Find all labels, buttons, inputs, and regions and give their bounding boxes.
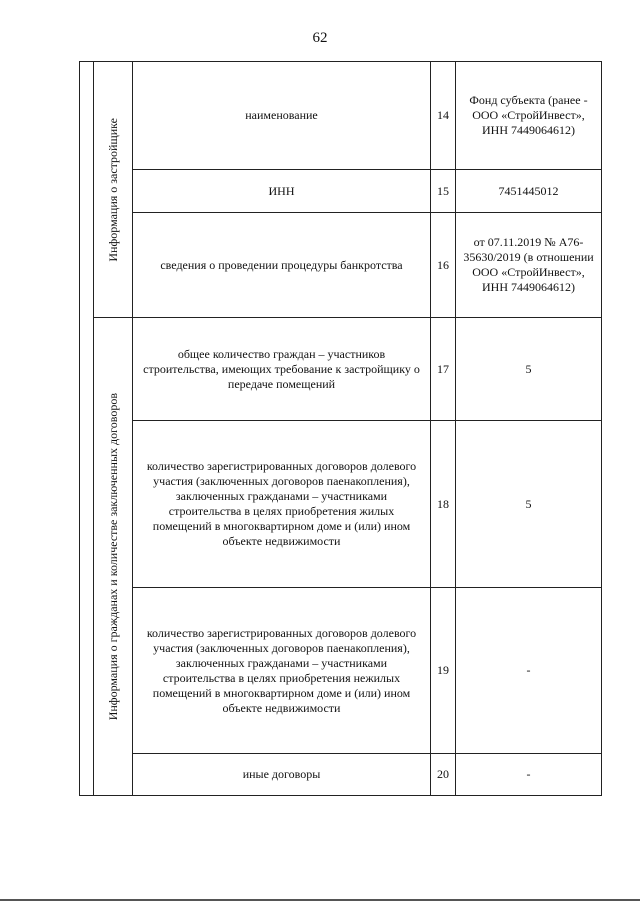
row-value: -	[456, 754, 602, 796]
row-label: сведения о проведении процедуры банкротства	[133, 213, 431, 318]
section-citizens-contracts	[94, 318, 133, 796]
row-number: 19	[431, 588, 456, 754]
row-value: от 07.11.2019 № А76-35630/2019 (в отношении ООО «СтройИнвест», ИНН 7449064612)	[456, 213, 602, 318]
section-title: Информация о застройщике	[106, 117, 120, 262]
row-number: 15	[431, 170, 456, 213]
row-number: 17	[431, 318, 456, 421]
table-row	[80, 170, 602, 213]
row-label: количество зарегистрированных договоров долевого участия (заключенных договоров паенакопления), заключенных гражданами – участниками строительства в целях приобретения жилых помещений в многоквартирном доме и (или) ином объекте недвижимости	[133, 421, 431, 588]
margin-column	[80, 62, 94, 796]
page-number: 62	[312, 30, 328, 46]
row-value: 5	[456, 318, 602, 421]
row-value: 7451445012	[456, 170, 602, 213]
table-row	[80, 754, 602, 796]
row-value: Фонд субъекта (ранее - ООО «СтройИнвест», ИНН 7449064612)	[456, 62, 602, 170]
info-table	[79, 61, 602, 796]
row-number: 20	[431, 754, 456, 796]
scan-edge-line	[0, 899, 640, 901]
row-label: ИНН	[133, 170, 431, 213]
row-label: количество зарегистрированных договоров долевого участия (заключенных договоров паенакопления), заключенных гражданами – участниками строительства в целях приобретения нежилых помещений в многоквартирном доме и (или) ином объекте недвижимости	[133, 588, 431, 754]
row-number: 18	[431, 421, 456, 588]
table-row	[80, 421, 602, 588]
row-number: 16	[431, 213, 456, 318]
row-label: иные договоры	[133, 754, 431, 796]
table-row	[80, 588, 602, 754]
row-value: -	[456, 588, 602, 754]
row-number: 14	[431, 62, 456, 170]
row-label: наименование	[133, 62, 431, 170]
row-value: 5	[456, 421, 602, 588]
section-developer-info	[94, 62, 133, 318]
row-label: общее количество граждан – участников строительства, имеющих требование к застройщику о передаче помещений	[133, 318, 431, 421]
table-row	[80, 318, 602, 421]
table-row	[80, 213, 602, 318]
section-title: Информация о гражданах и количестве заключенных договоров	[106, 392, 120, 721]
table-row	[80, 62, 602, 170]
